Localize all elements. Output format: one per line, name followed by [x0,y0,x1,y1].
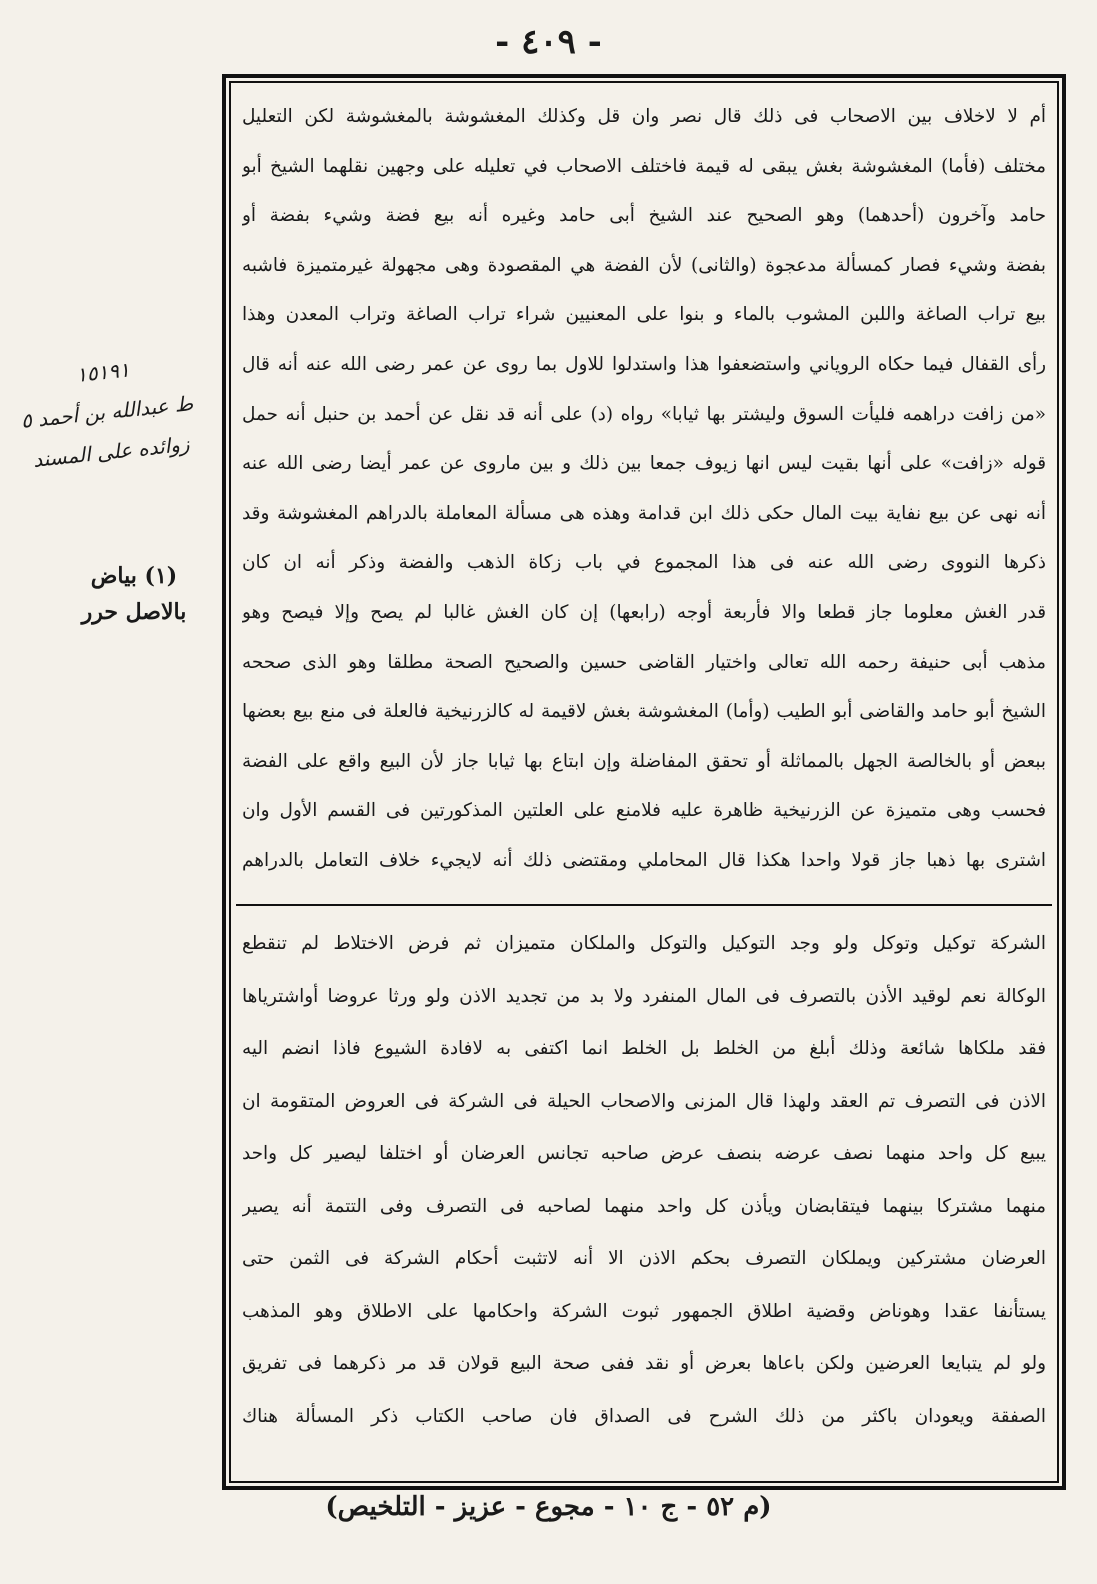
commentary-line: الاذن فى التصرف تم العقد ولهذا قال المزنى والاصحاب الحيلة فى الشركة فى العروض المتقومة ان [242,1090,1046,1112]
footnote-line: بالاصل حرر [81,599,187,625]
page-frame [222,74,1066,1490]
handwritten-margin-note [0,342,216,483]
text-line: بيع تراب الصاغة واللبن المشوب بالماء و بنوا على المعنيين شراء تراب الصاغة وتراب المعدن وهذا [242,304,1046,326]
text-line: أم لا لاخلاف بين الاصحاب فى ذلك قال نصر وان قل وكذلك المغشوشة بالمغشوشة لكن التعليل [242,106,1046,127]
commentary-line: يبيع كل واحد منهما نصف عرضه بنصف عرض صاحبه تجانس العرضان أو اختلفا ليصير كل واحد [242,1143,1046,1164]
text-line: ببعض أو بالخالصة الجهل بالمماثلة أو تحقق المفاضلة وإن ابتاع بها ثيابا جاز لأن البيع واقع على الفضة [242,750,1046,772]
text-line: رأى القفال فيما حكاه الروياني واستضعفوا هذا واستدلوا للاول بما روى عن عمر رضى الله عنه أنه قال [242,353,1046,375]
section-separator [236,904,1052,906]
commentary-line: الصفقة ويعودان باكثر من ذلك الشرح فى الصداق فان صاحب الكتاب ذكر المسألة هناك [242,1405,1046,1427]
commentary-line: فقد ملكاها شائعة وذلك أبلغ من الخلط بل الخلط انما اكتفى به لافادة الشيوع فاذا انضم اليه [242,1038,1046,1059]
text-line: «من زافت دراهمه فليأت السوق وليشتر بها ثيابا» رواه (د) على أنه قد نقل عن أحمد بن حنبل أنه حمل [242,403,1046,425]
text-line: ذكرها النووى رضى الله عنه فى هذا المجموع في باب زكاة الذهب والفضة وذكر أنه ان كان [242,552,1046,574]
page-footer: (م ٥٢ - ج ١٠ - مجوع - عزيز - التلخيص) [325,1492,772,1522]
handwritten-line: ١٥١٩١ [74,357,131,387]
handwritten-line: ط عبدالله بن أحمد ٥ [19,391,195,433]
text-line: أنه نهى عن بيع نفاية بيت المال حكى ذلك ابن قدامة وهذه هى مسألة المعاملة بالدراهم المغشوشة وقد [242,502,1046,524]
commentary-line: العرضان مشتركين ويملكان التصرف بحكم الاذن الا أنه لاتثبت أحكام الشركة فى الثمن حتى [242,1248,1046,1269]
footnote-line: (١) بياض [90,563,178,589]
handwritten-line: زوائده على المسند [31,431,191,472]
commentary-line: الشركة توكيل وتوكل ولو وجد التوكيل والتوكل والملكان متميزان ثم فرض الاختلاط لم تنقطع [242,933,1046,954]
page-number: - ٤٠٩ - [495,22,602,62]
commentary-line: يستأنفا عقدا وهوناض وقضية اطلاق الجمهور ثبوت الشركة واحكامها على الاطلاق وهو المذهب [242,1300,1046,1322]
commentary-line: ولو لم يتبايعا العرضين ولكن باعاها بعرض أو نقد ففى صحة البيع قولان قد مر ذكرهما فى تفريق [242,1353,1046,1374]
commentary-line: منهما مشتركا بينهما فيتقابضان ويأذن كل واحد منهما لصاحبه فى التصرف وفى التتمة أنه يصير [242,1195,1046,1217]
text-line: فحسب وهى متميزة عن الزرنيخية ظاهرة عليه فلامنع على العلتين المذكورتين فى القسم الأول وان [242,800,1046,822]
main-text [242,92,1046,886]
text-line: قدر الغش معلوما جاز قطعا والا فأربعة أوجه (رابعها) إن كان الغش غالبا لم يصح وإلا فيصح وهو [242,601,1046,623]
text-line: الشيخ أبو حامد والقاضى أبو الطيب (وأما) المغشوشة بغش لاقيمة له كالزرنيخية فالعلة فى منع بيع بعضها [242,701,1046,723]
footnote-margin-note [60,558,208,630]
commentary-text [242,918,1046,1443]
text-line: مذهب أبى حنيفة رحمه الله تعالى واختيار القاضى حسين والصحيح الصحة مطلقا وهو الذى صححه [242,651,1046,673]
text-line: اشترى بها ذهبا جاز قولا واحدا هكذا قال المحاملي ومقتضى ذلك أنه لايجيء خلاف التعامل بالدراهم [242,849,1046,871]
text-line: بفضة وشيء فصار كمسألة مدعجوة (والثانى) لأن الفضة هي المقصودة وهى مجهولة غيرمتميزة فاشبه [242,254,1046,276]
text-line: حامد وآخرون (أحدهما) وهو الصحيح عند الشيخ أبى حامد وغيره أنه بيع فضة وشيء بفضة أو [242,205,1046,227]
text-line: قوله «زافت» على أنها بقيت ليس انها زيوف جمعا بين ذلك و بين ماروى عن عمر أيضا رضى الله عنه [242,453,1046,475]
commentary-line: الوكالة نعم لوقيد الأذن بالتصرف فى المال المنفرد ولا بد من تجديد الاذن ولو ورثا عروضا أواشترياها [242,985,1046,1007]
text-line: مختلف (فأما) المغشوشة بغش يبقى له قيمة فاختلف الاصحاب في تعليله على وجهين نقلهما الشيخ أبو [242,155,1046,177]
